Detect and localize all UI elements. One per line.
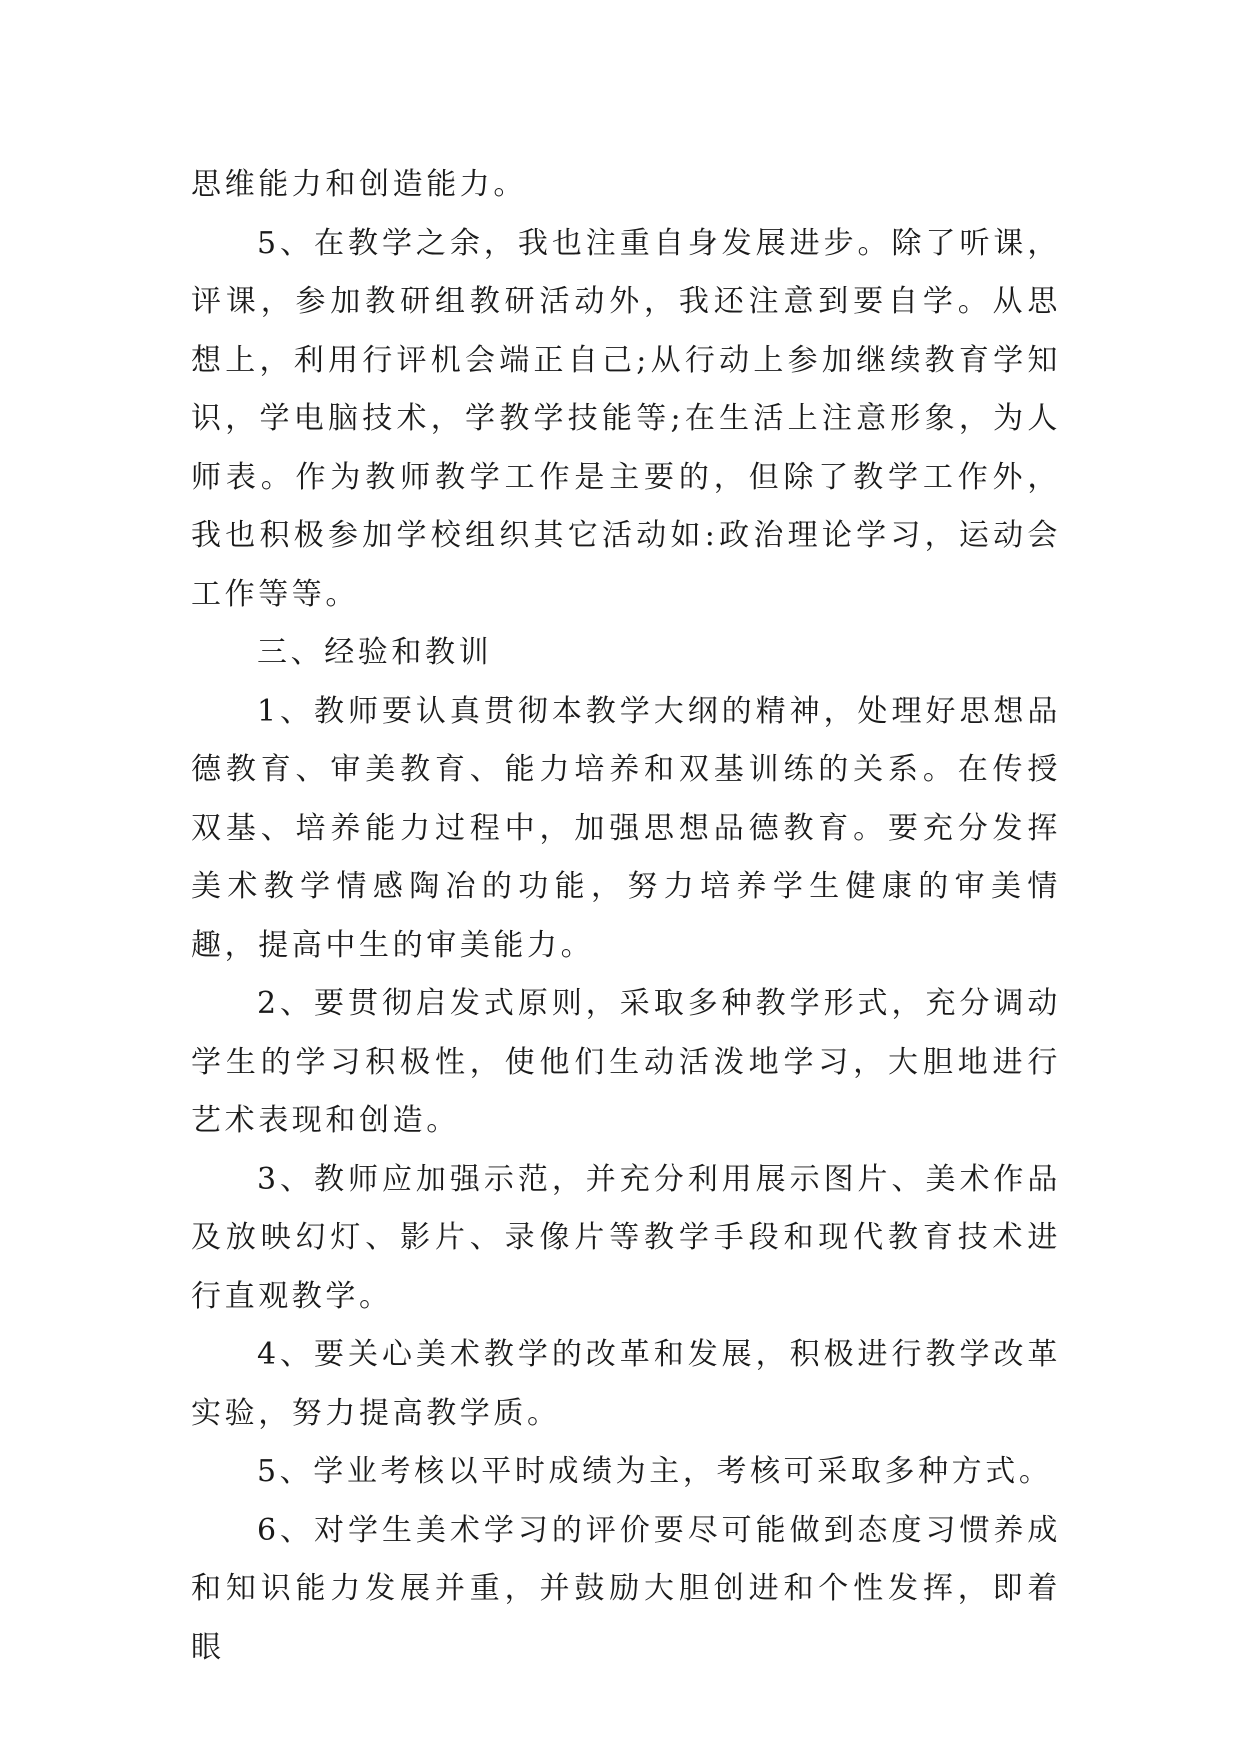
paragraph-item-6: 6、对学生美术学习的评价要尽可能做到态度习惯养成和知识能力发展并重，并鼓励大胆创进和个性发挥，即着眼 xyxy=(191,1512,1061,1665)
paragraph-continuation: 思维能力和创造能力。 xyxy=(191,167,527,202)
paragraph-item-2: 2、要贯彻启发式原则，采取多种教学形式，充分调动学生的学习积极性，使他们生动活泼地学习，大胆地进行艺术表现和创造。 xyxy=(191,986,1061,1138)
paragraph-item-5-assessment: 5、学业考核以平时成绩为主，考核可采取多种方式。 xyxy=(257,1454,1053,1489)
paragraph-item-3: 3、教师应加强示范，并充分利用展示图片、美术作品及放映幻灯、影片、录像片等教学手段和现代教育技术进行直观教学。 xyxy=(191,1161,1061,1314)
paragraph-item-5-self-development: 5、在教学之余，我也注重自身发展进步。除了听课，评课，参加教研组教研活动外，我还注意到要自学。从思想上，利用行评机会端正自己;从行动上参加继续教育学知识，学电脑技术，学教学技能等;在生活上注意形象，为人师表。作为教师教学工作是主要的，但除了教学工作外，我也积极参加学校组织其它活动如:政治理论学习，运动会工作等等。 xyxy=(191,225,1061,612)
paragraph-item-1: 1、教师要认真贯彻本教学大纲的精神，处理好思想品德教育、审美教育、能力培养和双基训练的关系。在传授双基、培养能力过程中，加强思想品德教育。要充分发挥美术教学情感陶冶的功能，努力培养学生健康的审美情趣，提高中生的审美能力。 xyxy=(191,693,1061,963)
section-heading-experience-lessons: 三、经验和教训 xyxy=(257,635,493,670)
document-body xyxy=(191,156,1061,1677)
paragraph-item-4: 4、要关心美术教学的改革和发展，积极进行教学改革实验，努力提高教学质。 xyxy=(191,1337,1061,1431)
